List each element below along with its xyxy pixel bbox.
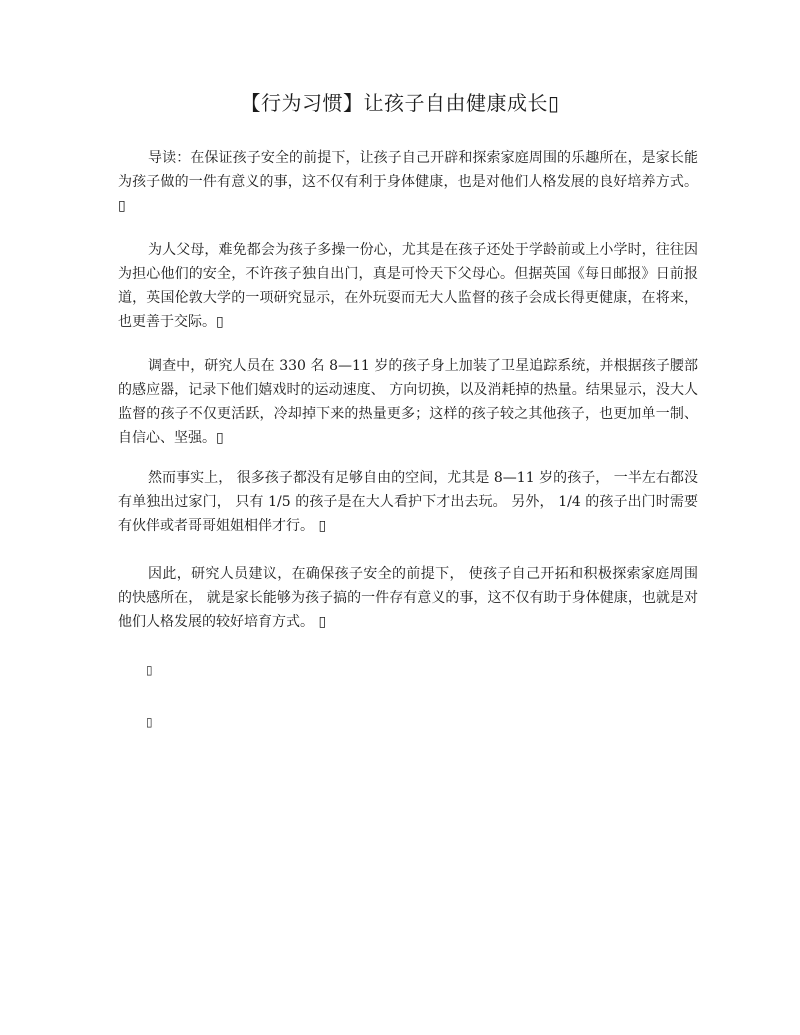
body-paragraph-survey: 调查中，研究人员在 330 名 8—11 岁的孩子身上加装了卫星追踪系统，并根据孩子腰部的感应器，记录下他们嬉戏时的运动速度、 方向切换，以及消耗掉的热量。结果显示，没大人监督的孩子不仅更活跃，冷却掉下来的热量更多；这样的孩子较之其他孩子，也更加单一制、 自信心、坚强。▯: [118, 358, 698, 446]
intro-paragraph: 导读：在保证孩子安全的前提下，让孩子自己开辟和探索家庭周围的乐趣所在，是家长能为孩子做的一件有意义的事，这不仅有利于身体健康，也是对他们人格发展的良好培养方式。 ▯: [118, 150, 698, 214]
document-title: 【行为习惯】让孩子自由健康成长▯: [240, 91, 560, 115]
body-paragraph-parents: 为人父母，难免都会为孩子多操一份心，尤其是在孩子还处于学龄前或上小学时，往往因为担心他们的安全，不许孩子独自出门，真是可怜天下父母心。但据英国《每日邮报》日前报道，英国伦敦大学的一项研究显示，在外玩耍而无大人监督的孩子会成长得更健康，在将来，也更善于交际。▯: [118, 242, 698, 330]
body-paragraph-facts: 然而事实上， 很多孩子都没有足够自由的空间，尤其是 8—11 岁的孩子， 一半左右都没有单独出过家门， 只有 1/5 的孩子是在大人看护下才出去玩。 另外， 1/4 的孩子出门时需要有伙伴或者哥哥姐姐相伴才行。 ▯: [118, 470, 698, 534]
empty-paragraph-mark: ▯: [146, 715, 153, 729]
body-paragraph-conclusion: 因此，研究人员建议，在确保孩子安全的前提下， 使孩子自己开拓和积极探索家庭周围的快感所在， 就是家长能够为孩子搞的一件存有意义的事，这不仅有助于身体健康，也就是对他们人格发展的较好培育方式。 ▯: [118, 566, 698, 630]
empty-paragraph-mark: ▯: [146, 663, 153, 677]
